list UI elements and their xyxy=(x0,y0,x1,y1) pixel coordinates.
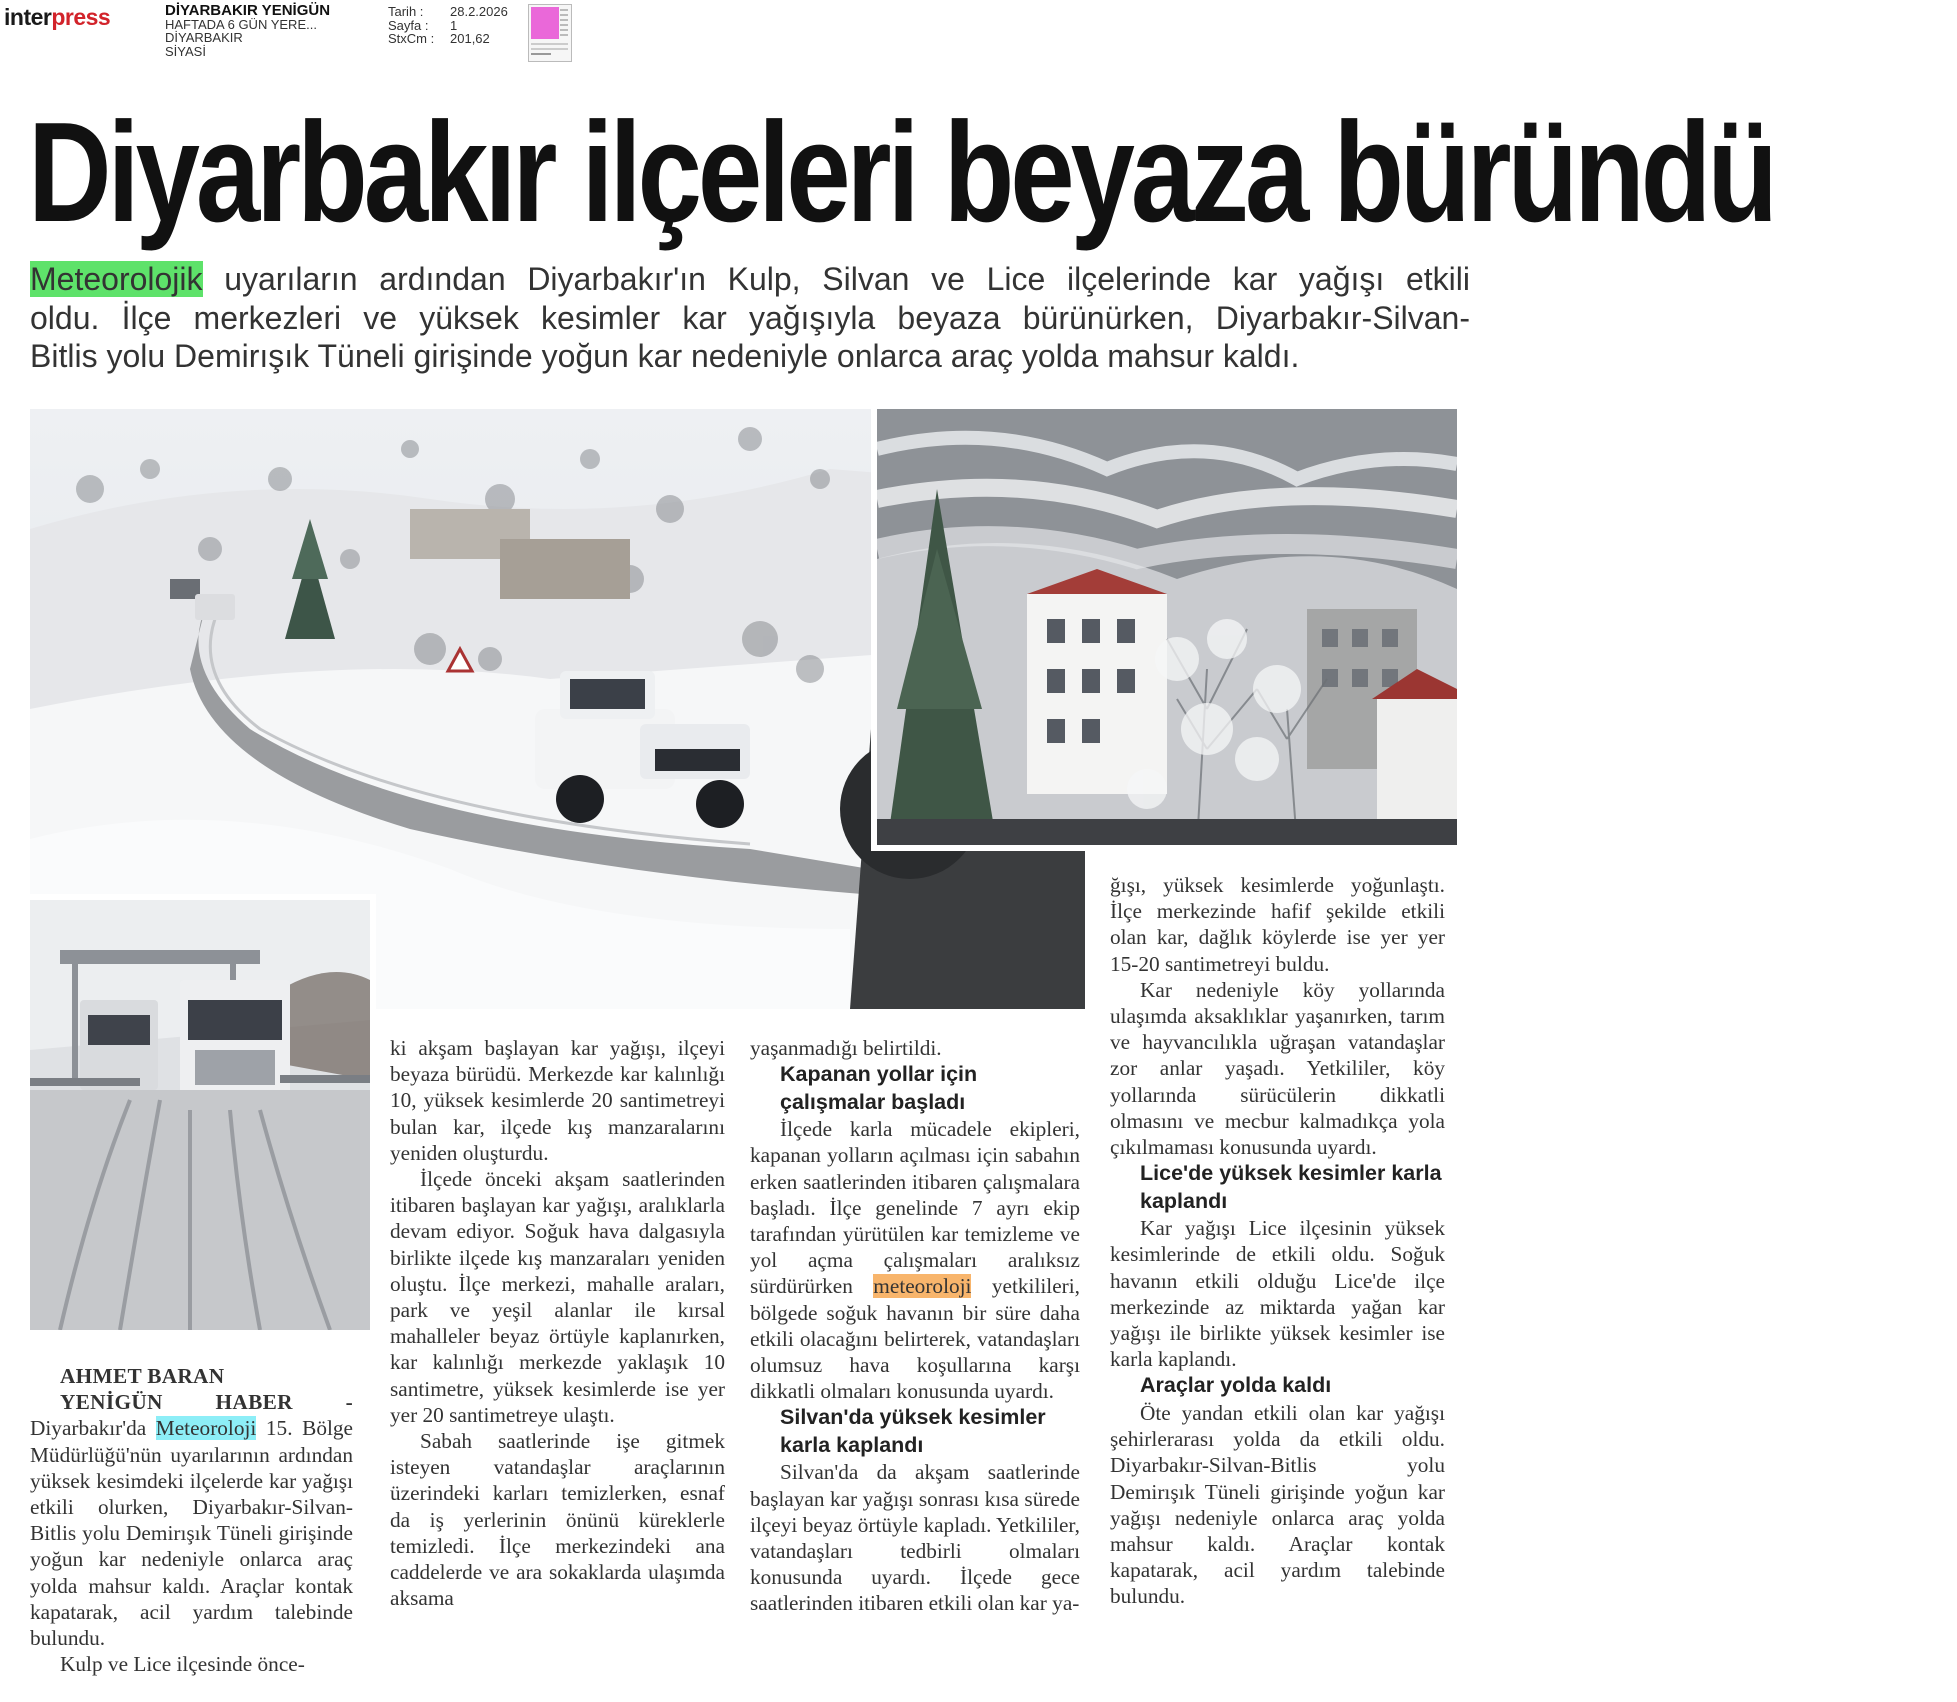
keyword-highlight: Meteoroloji xyxy=(155,1416,257,1441)
column-2 xyxy=(390,1035,725,1611)
meta-page: Sayfa : 1 xyxy=(388,17,458,33)
column-1 xyxy=(30,1363,353,1677)
column-4-paragraph-3: Kar yağışı Lice ilçesinin yüksek kesimlerinde de etkili oldu. Soğuk havanın etkili olduğu Lice'de ilçe merkezinde az miktarda yağan kar yağışı ile birlikte yüksek kesimler ise karla kaplandı. xyxy=(1110,1216,1445,1372)
lead-keyword-highlight: Meteorolojik xyxy=(30,261,203,297)
subheading-silvan: Silvan'da yüksek kesimler karla kaplandı xyxy=(780,1405,1046,1457)
lead-line-1: Meteorolojik uyarıların ardından Diyarbakır'ın Kulp, Silvan ve Lice ilçelerinde kar yağışı etkili xyxy=(30,261,1470,297)
subheading-lice: Lice'de yüksek kesimler karla kaplandı xyxy=(1140,1161,1442,1213)
article-headline: Diyarbakır ilçeleri beyaza büründü xyxy=(28,93,1774,252)
byline-author: AHMET BARAN xyxy=(60,1364,225,1388)
photo-trucks-tunnel xyxy=(30,900,370,1330)
byline-agency: YENİGÜN HABER - xyxy=(60,1390,353,1415)
clipping-meta xyxy=(388,5,508,46)
column-4 xyxy=(1110,872,1445,1610)
column-1-paragraph-2: Kulp ve Lice ilçesinde önce- xyxy=(60,1652,305,1677)
photo-snowy-houses xyxy=(877,409,1457,845)
column-3-paragraph-2: İlçede karla mücadele ekipleri, kapanan yolların açılması için sabahın erken saatlerinden itibaren çalışmalara başladı. İlçe genelinde 7 ayrı ekip tarafından yürütülen kar temizleme ve yol açma çalışmaları aralıksız sürdürürken meteoroloji yetkilileri, bölgede soğuk havanın bir süre daha etkili olacağını belirterek, vatandaşları olumsuz hava koşullarına karşı dikkatli olmaları konusunda uyardı. xyxy=(750,1117,1080,1404)
column-1-paragraph-1: YENİGÜN HABER - Diyarbakır'da Meteoroloji 15. Bölge Müdürlüğü'nün uyarılarının ardından yüksek kesimdeki ilçelerde kar yağışı etkili olurken, Diyarbakır-Silvan-Bitlis yolu Demirışık Tüneli girişinde yoğun kar nedeniyle onlarca araç yolda mahsur kaldı. Araçlar kontak kapatarak, acil yardım talebinde bulundu. xyxy=(30,1390,353,1651)
column-4-paragraph-2: Kar nedeniyle köy yollarında ulaşımda aksaklıklar yaşanırken, tarım ve hayvancılıkla uğraşan vatandaşlar zor anlar yaşadı. Yetkililer, köy yollarında sürücülerin dikkatli olmasını ve mecbur kalmadıkça yola çıkılmaması konusunda uyardı. xyxy=(1110,977,1445,1160)
column-3 xyxy=(750,1035,1080,1617)
publication-city: DİYARBAKIR xyxy=(165,30,243,45)
page-thumbnail[interactable] xyxy=(528,4,572,62)
publication-frequency: HAFTADA 6 GÜN YERE... xyxy=(165,16,317,32)
column-3-paragraph-1: yaşanmadığı belirtildi. xyxy=(750,1036,942,1060)
column-2-paragraph-1: ki akşam başlayan kar yağışı, ilçeyi beyaza bürüdü. Merkezde kar kalınlığı 10, yüksek kesimlerde 20 santimetreyi bulan kar, ilçede kış manzaralarını yeniden oluşturdu. xyxy=(390,1036,725,1165)
column-4-paragraph-4: Öte yandan etkili olan kar yağışı şehirlerarası yolda da etkili oldu. Diyarbakır-Silvan-Bitlis yolu Demirışık Tüneli girişinde yoğun kar yağışı nedeniyle onlarca araç yolda mahsur kaldı. Araçlar kontak kapatarak, acil yardım talebinde bulundu. xyxy=(1110,1400,1445,1609)
interpress-logo: interpress xyxy=(4,4,111,30)
column-2-paragraph-2: İlçede önceki akşam saatlerinden itibaren başlayan kar yağışı, aralıklarla devam ediyor. Soğuk hava dalgasıyla birlikte ilçede kış manzaraları yeniden oluştu. İlçe merkezi, mahalle araları, park ve yeşil alanlar ile kırsal mahalleler beyaz örtüyle kaplanırken, kar kalınlığı merkezde yaklaşık 10 santimetre, yüksek kesimlerde ise yer yer 20 santimetreye ulaştı. xyxy=(390,1167,725,1427)
publication-info xyxy=(165,4,330,58)
meta-date: Tarih : 28.2.2026 xyxy=(388,4,508,19)
column-2-paragraph-3: Sabah saatlerinde işe gitmek isteyen vatandaşlar araçlarının üzerindeki karları temizlerken, esnaf da iş yerlerinin önünü küreklerle temizledi. İlçe merkezindeki ana caddelerde ve ara sokaklarda ulaşımda aksama xyxy=(390,1429,725,1611)
article-lead xyxy=(30,260,1470,376)
keyword-highlight: meteoroloji xyxy=(873,1274,972,1299)
column-3-paragraph-3: Silvan'da da akşam saatlerinde başlayan kar yağışı sonrası kısa sürede ilçeyi beyaz örtüyle kapladı. Yetkililer, vatandaşları tedbirli olmaları konusunda uyardı. İlçede gece saatlerinden itibaren etkili olan kar ya- xyxy=(750,1460,1080,1616)
publication-section: SİYASİ xyxy=(165,43,206,59)
subheading-vehicles-stuck: Araçlar yolda kaldı xyxy=(1140,1373,1332,1398)
meta-stxcm: StxCm : 201,62 xyxy=(388,31,490,46)
lead-line-2: oldu. İlçe merkezleri ve yüksek kesimler kar yağışıyla beyaza bürünürken, Diyarbakır-Silvan- xyxy=(30,299,1470,336)
publication-name: DİYARBAKIR YENİGÜN xyxy=(165,2,331,19)
subheading-closed-roads: Kapanan yollar için çalışmalar başladı xyxy=(780,1062,978,1114)
lead-line-3: Bitlis yolu Demirışık Tüneli girişinde yoğun kar nedeniyle onlarca araç yolda mahsur kaldı. xyxy=(30,338,1300,374)
column-4-paragraph-1: ğışı, yüksek kesimlerde yoğunlaştı. İlçe merkezinde hafif şekilde etkili olan kar, dağlık köylerde ise yer yer 15-20 santimetreyi buldu. xyxy=(1110,873,1445,976)
